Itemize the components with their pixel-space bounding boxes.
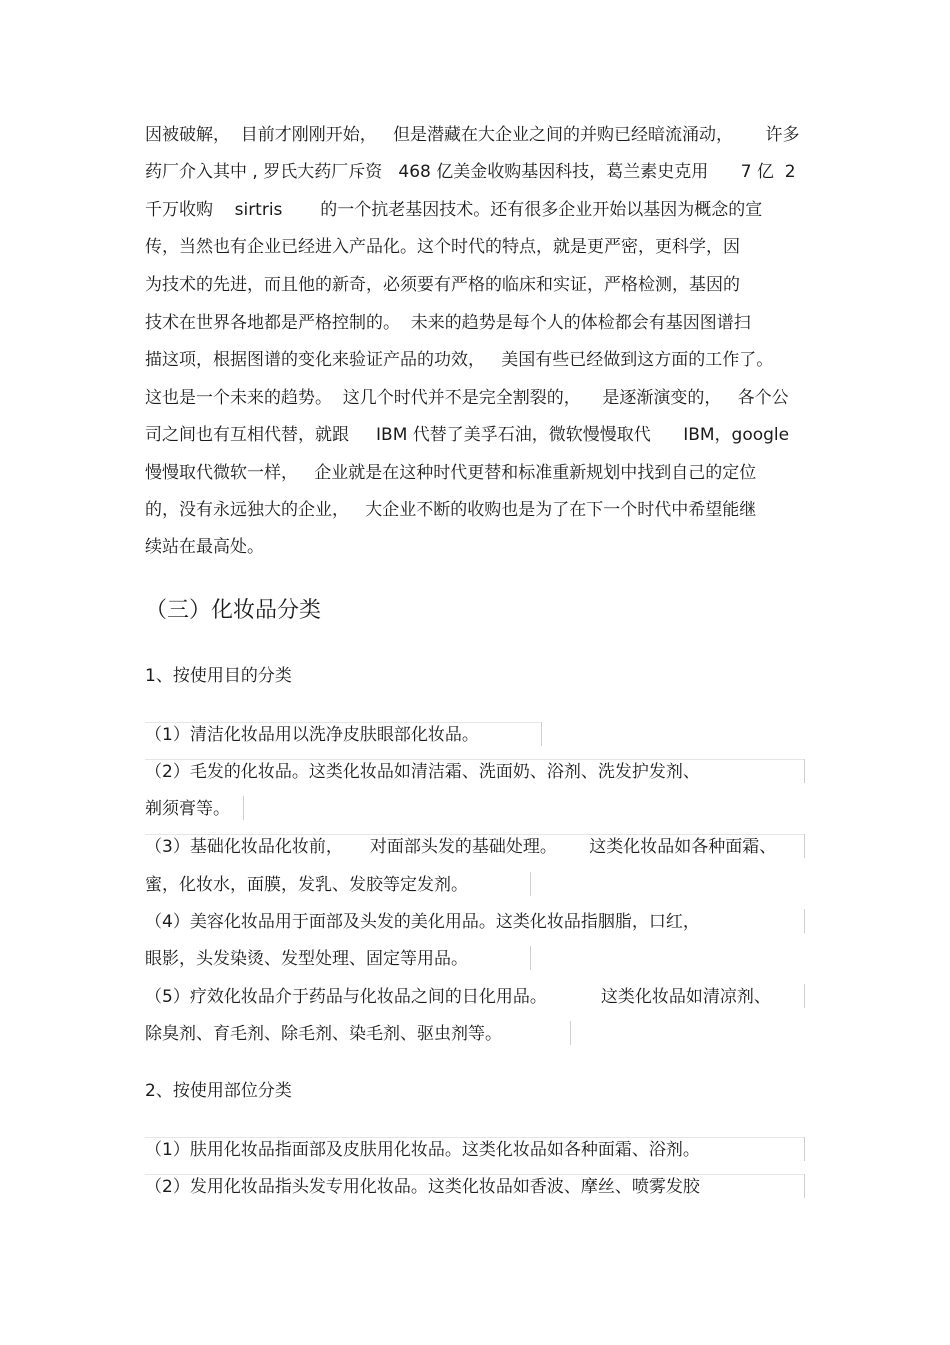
paragraph-line: 千万收购 sirtris 的一个抗老基因技术。还有很多企业开始以基因为概念的宣 xyxy=(145,200,763,220)
paragraph-line: 描这项，根据图谱的变化来验证产品的功效， 美国有些已经做到这方面的工作了。 xyxy=(145,350,774,370)
paragraph-line: 因被破解， 目前才刚刚开始， 但是潜藏在大企业之间的并购已经暗流涌动， 许多 xyxy=(145,125,800,145)
subsection-title-purpose: 1、按使用目的分类 xyxy=(145,666,292,686)
paragraph-line: 传，当然也有企业已经进入产品化。这个时代的特点，就是更严密，更科学，因 xyxy=(145,237,740,257)
paragraph-line: 技术在世界各地都是严格控制的。 未来的趋势是每个人的体检都会有基因图谱扫 xyxy=(145,313,751,333)
divider xyxy=(243,796,244,820)
divider xyxy=(145,1137,804,1138)
list-item: （2）发用化妆品指头发专用化妆品。这类化妆品如香波、摩丝、喷雾发胶 xyxy=(145,1177,700,1197)
divider xyxy=(530,872,531,896)
paragraph-line: 司之间也有互相代替，就跟 IBM 代替了美孚石油，微软慢慢取代 IBM，google xyxy=(145,425,790,445)
list-item: 眼影，头发染烫、发型处理、固定等用品。 xyxy=(145,949,468,969)
list-item: 蜜，化妆水，面膜，发乳、发胶等定发剂。 xyxy=(145,875,468,895)
divider xyxy=(145,759,804,760)
subsection-title-body-part: 2、按使用部位分类 xyxy=(145,1081,292,1101)
divider xyxy=(804,1137,805,1161)
list-item: （1）肤用化妆品指面部及皮肤用化妆品。这类化妆品如各种面霜、浴剂。 xyxy=(145,1140,700,1160)
divider xyxy=(570,1021,571,1045)
list-item: （1）清洁化妆品用以洗净皮肤眼部化妆品。 xyxy=(145,725,479,745)
divider xyxy=(804,909,805,933)
list-item: 除臭剂、育毛剂、除毛剂、染毛剂、驱虫剂等。 xyxy=(145,1024,502,1044)
divider xyxy=(530,946,531,970)
divider xyxy=(145,834,804,835)
divider xyxy=(541,722,542,746)
divider xyxy=(804,834,805,858)
divider xyxy=(804,984,805,1008)
divider xyxy=(145,1174,804,1175)
section-title: （三）化妆品分类 xyxy=(145,598,322,623)
paragraph-line: 续站在最高处。 xyxy=(145,537,264,557)
paragraph-line: 慢慢取代微软一样， 企业就是在这种时代更替和标准重新规划中找到自己的定位 xyxy=(145,463,757,483)
list-item: （4）美容化妆品用于面部及头发的美化用品。这类化妆品指胭脂，口红， xyxy=(145,912,700,932)
list-item: （3）基础化妆品化妆前， 对面部头发的基础处理。 这类化妆品如各种面霜、 xyxy=(145,837,777,857)
divider xyxy=(804,759,805,783)
paragraph-line: 药厂介入其中 , 罗氏大药厂斥资 468 亿美金收购基因科技，葛兰素史克用 7 亿 2 xyxy=(145,162,796,182)
paragraph-line: 的，没有永远独大的企业， 大企业不断的收购也是为了在下一个时代中希望能继 xyxy=(145,500,757,520)
divider xyxy=(804,1174,805,1198)
list-item: 剃须膏等。 xyxy=(145,799,230,819)
paragraph-line: 这也是一个未来的趋势。 这几个时代并不是完全割裂的， 是逐渐演变的， 各个公 xyxy=(145,388,789,408)
paragraph-line: 为技术的先进，而且他的新奇，必须要有严格的临床和实证，严格检测，基因的 xyxy=(145,275,740,295)
list-item: （5）疗效化妆品介于药品与化妆品之间的日化用品。 这类化妆品如清凉剂、 xyxy=(145,987,771,1007)
list-item: （2）毛发的化妆品。这类化妆品如清洁霜、洗面奶、浴剂、洗发护发剂、 xyxy=(145,762,700,782)
divider xyxy=(145,722,541,723)
